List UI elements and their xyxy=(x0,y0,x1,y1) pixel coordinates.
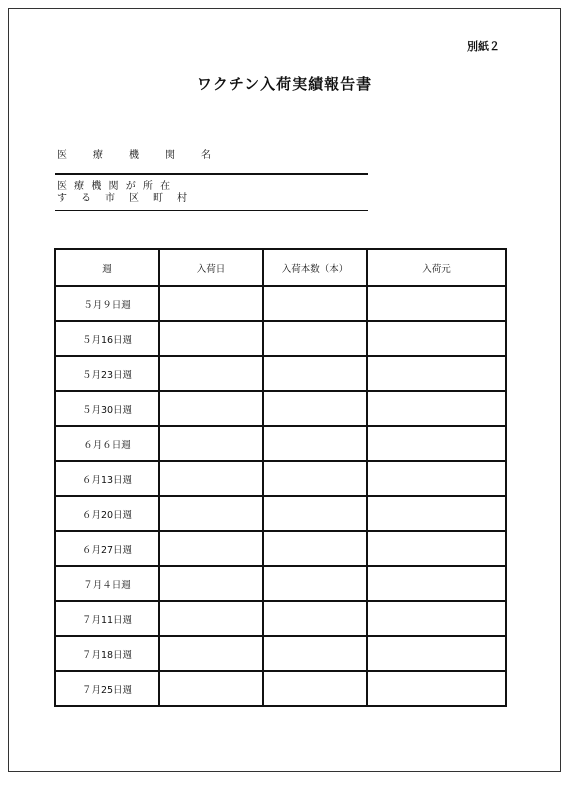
arrival-count-cell[interactable] xyxy=(263,566,367,601)
table-row xyxy=(55,286,506,321)
arrival-source-cell[interactable] xyxy=(367,286,506,321)
arrival-count-cell[interactable] xyxy=(263,391,367,426)
document-page xyxy=(8,8,561,772)
arrival-date-cell[interactable] xyxy=(159,496,263,531)
week-cell: ５月９日週 xyxy=(55,286,159,321)
arrival-count-cell[interactable] xyxy=(263,356,367,391)
arrival-source-cell[interactable] xyxy=(367,426,506,461)
arrival-source-cell[interactable] xyxy=(367,356,506,391)
header-arrival-count: 入荷本数（本） xyxy=(263,249,367,286)
arrival-source-cell[interactable] xyxy=(367,496,506,531)
arrival-source-cell[interactable] xyxy=(367,461,506,496)
municipality-label xyxy=(57,181,189,205)
arrival-date-cell[interactable] xyxy=(159,636,263,671)
arrival-count-cell[interactable] xyxy=(263,286,367,321)
table-header-row xyxy=(55,249,506,286)
medical-institution-name-label xyxy=(57,150,219,162)
arrival-date-cell[interactable] xyxy=(159,321,263,356)
arrival-source-cell[interactable] xyxy=(367,531,506,566)
table-row xyxy=(55,601,506,636)
arrival-count-cell[interactable] xyxy=(263,636,367,671)
week-cell: ５月16日週 xyxy=(55,321,159,356)
table-row xyxy=(55,636,506,671)
page-title: ワクチン入荷実績報告書 xyxy=(196,75,373,93)
medical-institution-name-line[interactable] xyxy=(55,173,368,175)
arrival-source-cell[interactable] xyxy=(367,391,506,426)
arrival-date-cell[interactable] xyxy=(159,356,263,391)
vaccine-arrival-table xyxy=(54,248,507,707)
arrival-count-cell[interactable] xyxy=(263,461,367,496)
arrival-count-cell[interactable] xyxy=(263,426,367,461)
table-row xyxy=(55,531,506,566)
table-row xyxy=(55,671,506,706)
week-cell: ５月30日週 xyxy=(55,391,159,426)
week-cell: ７月４日週 xyxy=(55,566,159,601)
municipality-label-line2: す る 市 区 町 村 xyxy=(57,193,189,204)
arrival-source-cell[interactable] xyxy=(367,636,506,671)
table-row xyxy=(55,496,506,531)
header-week: 週 xyxy=(55,249,159,286)
week-cell: ７月18日週 xyxy=(55,636,159,671)
week-cell: ６月20日週 xyxy=(55,496,159,531)
arrival-count-cell[interactable] xyxy=(263,321,367,356)
arrival-date-cell[interactable] xyxy=(159,601,263,636)
arrival-date-cell[interactable] xyxy=(159,426,263,461)
header-arrival-date: 入荷日 xyxy=(159,249,263,286)
arrival-count-cell[interactable] xyxy=(263,531,367,566)
arrival-date-cell[interactable] xyxy=(159,461,263,496)
week-cell: ６月27日週 xyxy=(55,531,159,566)
week-cell: ６月６日週 xyxy=(55,426,159,461)
header-arrival-source: 入荷元 xyxy=(367,249,506,286)
table-row xyxy=(55,391,506,426)
arrival-date-cell[interactable] xyxy=(159,531,263,566)
arrival-count-cell[interactable] xyxy=(263,671,367,706)
table-row xyxy=(55,461,506,496)
arrival-source-cell[interactable] xyxy=(367,321,506,356)
table-row xyxy=(55,426,506,461)
table-row xyxy=(55,566,506,601)
arrival-date-cell[interactable] xyxy=(159,566,263,601)
medical-institution-name-label-text: 医 療 機 関 名 xyxy=(57,150,219,161)
week-cell: ７月11日週 xyxy=(55,601,159,636)
arrival-count-cell[interactable] xyxy=(263,496,367,531)
table-row xyxy=(55,356,506,391)
municipality-line[interactable] xyxy=(55,210,368,211)
arrival-date-cell[interactable] xyxy=(159,286,263,321)
arrival-source-cell[interactable] xyxy=(367,566,506,601)
arrival-count-cell[interactable] xyxy=(263,601,367,636)
arrival-date-cell[interactable] xyxy=(159,671,263,706)
annex-label: 別紙２ xyxy=(467,40,500,53)
week-cell: ６月13日週 xyxy=(55,461,159,496)
arrival-date-cell[interactable] xyxy=(159,391,263,426)
arrival-source-cell[interactable] xyxy=(367,601,506,636)
week-cell: ５月23日週 xyxy=(55,356,159,391)
municipality-label-line1: 医 療 機 関 が 所 在 xyxy=(57,181,173,192)
table-row xyxy=(55,321,506,356)
week-cell: ７月25日週 xyxy=(55,671,159,706)
arrival-source-cell[interactable] xyxy=(367,671,506,706)
